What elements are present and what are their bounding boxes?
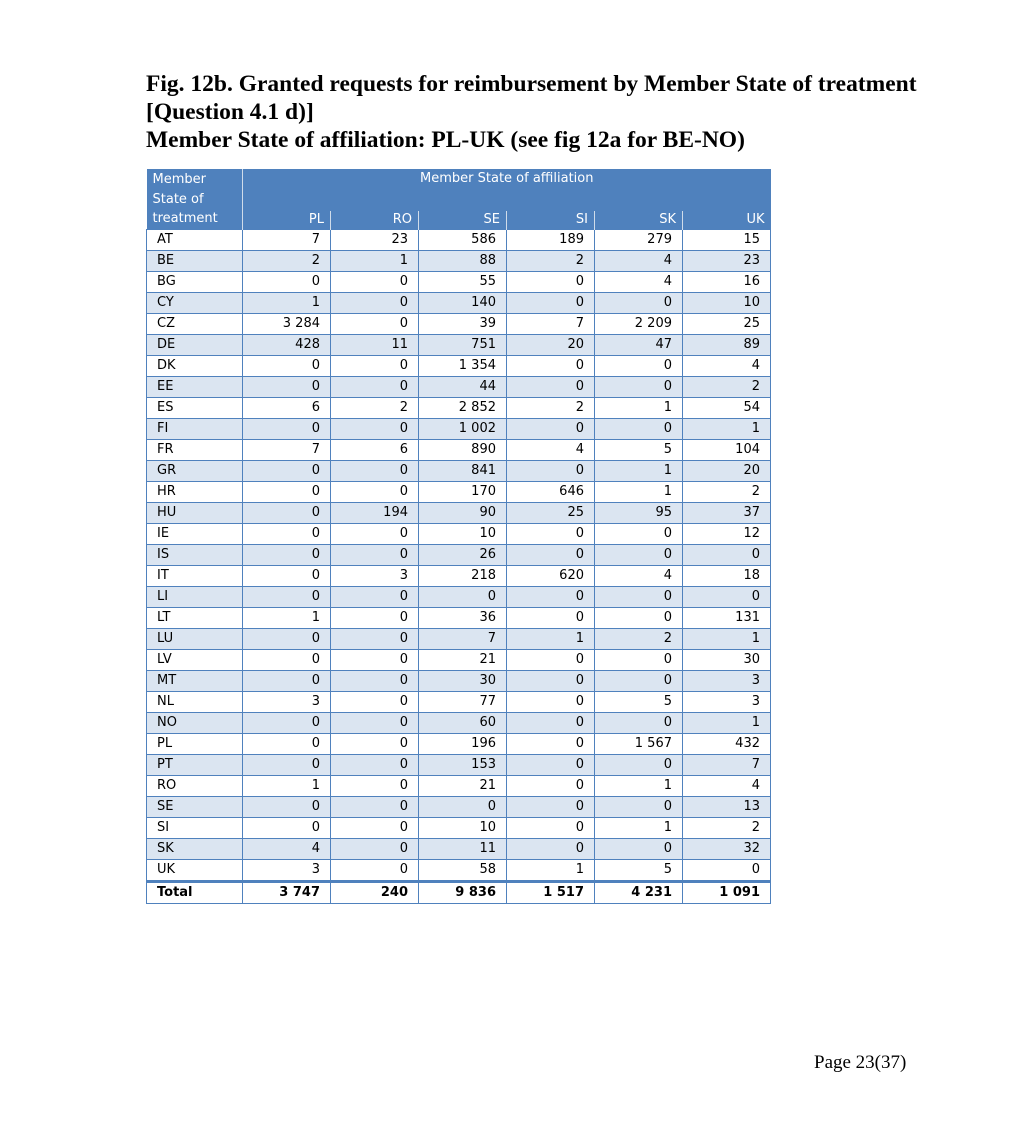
total-row — [147, 882, 771, 904]
table-cell: 25 — [507, 503, 595, 524]
table-cell: 26 — [419, 545, 507, 566]
table-cell: 4 — [595, 272, 683, 293]
table-cell: 0 — [243, 818, 331, 839]
table-row — [147, 335, 771, 356]
table-cell: 0 — [595, 839, 683, 860]
row-label: NO — [147, 713, 243, 734]
table-cell: 751 — [419, 335, 507, 356]
table-row — [147, 482, 771, 503]
figure-title-line-3: Member State of affiliation: PL-UK (see fig 12a for BE-NO) — [146, 127, 745, 153]
table-cell: 0 — [595, 545, 683, 566]
table-cell: 0 — [243, 650, 331, 671]
table-cell: 0 — [243, 503, 331, 524]
row-label: EE — [147, 377, 243, 398]
table-cell: 0 — [507, 377, 595, 398]
table-row — [147, 398, 771, 419]
figure-title — [146, 70, 976, 154]
table-row — [147, 503, 771, 524]
table-row — [147, 419, 771, 440]
table-cell: 2 852 — [419, 398, 507, 419]
table-cell: 0 — [595, 713, 683, 734]
table-cell: 2 — [331, 398, 419, 419]
table-cell: 0 — [331, 377, 419, 398]
reimbursement-table — [146, 169, 771, 904]
table-cell: 0 — [507, 461, 595, 482]
table-cell: 1 517 — [507, 882, 595, 904]
table-cell: 1 — [595, 398, 683, 419]
table-cell: 32 — [683, 839, 771, 860]
row-label: CZ — [147, 314, 243, 335]
table-cell: 10 — [683, 293, 771, 314]
figure-title-line-2: [Question 4.1 d)] — [146, 99, 314, 125]
table-row — [147, 839, 771, 860]
table-row — [147, 587, 771, 608]
table-cell: 5 — [595, 440, 683, 461]
table-cell: 279 — [595, 230, 683, 251]
table-cell: 1 — [595, 818, 683, 839]
table-cell: 2 — [683, 482, 771, 503]
table-cell: 1 — [595, 776, 683, 797]
table-cell: 21 — [419, 776, 507, 797]
table-row — [147, 608, 771, 629]
table-cell: 1 567 — [595, 734, 683, 755]
table-cell: 9 836 — [419, 882, 507, 904]
table-cell: 0 — [243, 356, 331, 377]
table-cell: 0 — [331, 818, 419, 839]
table-cell: 10 — [419, 818, 507, 839]
table-cell: 39 — [419, 314, 507, 335]
table-cell: 0 — [331, 461, 419, 482]
table-cell: 30 — [419, 671, 507, 692]
table-cell: 104 — [683, 440, 771, 461]
table-cell: 0 — [507, 755, 595, 776]
table-cell: 131 — [683, 608, 771, 629]
table-cell: 6 — [331, 440, 419, 461]
table-cell: 5 — [595, 692, 683, 713]
table-cell: 2 — [595, 629, 683, 650]
row-label: IS — [147, 545, 243, 566]
table-cell: 1 — [243, 776, 331, 797]
table-cell: 5 — [595, 860, 683, 882]
row-label: FI — [147, 419, 243, 440]
table-cell: 0 — [331, 671, 419, 692]
table-cell: 3 — [683, 671, 771, 692]
table-cell: 90 — [419, 503, 507, 524]
row-label: MT — [147, 671, 243, 692]
row-label: FR — [147, 440, 243, 461]
table-row — [147, 461, 771, 482]
table-cell: 646 — [507, 482, 595, 503]
table-cell: 7 — [243, 230, 331, 251]
column-header: PL — [243, 211, 331, 230]
table-cell: 0 — [331, 692, 419, 713]
row-label: SE — [147, 797, 243, 818]
table-cell: 10 — [419, 524, 507, 545]
table-cell: 620 — [507, 566, 595, 587]
table-cell: 170 — [419, 482, 507, 503]
table-cell: 0 — [595, 293, 683, 314]
row-label: CY — [147, 293, 243, 314]
table-cell: 0 — [507, 839, 595, 860]
page-number: Page 23(37) — [814, 1052, 907, 1073]
table-cell: 0 — [595, 797, 683, 818]
table-cell: 4 231 — [595, 882, 683, 904]
row-label: SK — [147, 839, 243, 860]
table-row — [147, 629, 771, 650]
table-cell: 1 — [683, 419, 771, 440]
table-cell: 0 — [595, 650, 683, 671]
table-cell: 0 — [507, 545, 595, 566]
table-cell: 3 — [243, 692, 331, 713]
table-cell: 20 — [507, 335, 595, 356]
table-row — [147, 545, 771, 566]
table-cell: 0 — [331, 524, 419, 545]
row-label: SI — [147, 818, 243, 839]
table-cell: 4 — [595, 566, 683, 587]
row-label: IE — [147, 524, 243, 545]
row-label: PL — [147, 734, 243, 755]
table-cell: 0 — [243, 545, 331, 566]
table-cell: 0 — [243, 524, 331, 545]
table-cell: 95 — [595, 503, 683, 524]
table-cell: 44 — [419, 377, 507, 398]
table-cell: 153 — [419, 755, 507, 776]
row-label: LI — [147, 587, 243, 608]
group-header: Member State of affiliation — [243, 169, 771, 211]
table-cell: 0 — [243, 671, 331, 692]
table-cell: 1 — [331, 251, 419, 272]
table-cell: 0 — [331, 293, 419, 314]
table-cell: 3 747 — [243, 882, 331, 904]
table-cell: 0 — [507, 734, 595, 755]
table-body — [147, 230, 771, 904]
table-cell: 0 — [507, 650, 595, 671]
table-cell: 7 — [419, 629, 507, 650]
table-row — [147, 671, 771, 692]
table-cell: 218 — [419, 566, 507, 587]
table-cell: 140 — [419, 293, 507, 314]
column-header: SI — [507, 211, 595, 230]
table-cell: 0 — [595, 608, 683, 629]
table-cell: 0 — [331, 608, 419, 629]
table-cell: 7 — [507, 314, 595, 335]
table-cell: 0 — [507, 671, 595, 692]
table-cell: 18 — [683, 566, 771, 587]
table-cell: 3 — [683, 692, 771, 713]
table-cell: 0 — [331, 860, 419, 882]
table-cell: 0 — [683, 860, 771, 882]
table-cell: 0 — [507, 776, 595, 797]
table-cell: 0 — [419, 587, 507, 608]
table-cell: 0 — [507, 818, 595, 839]
table-cell: 0 — [243, 629, 331, 650]
table-cell: 0 — [331, 314, 419, 335]
table-cell: 0 — [507, 356, 595, 377]
table-cell: 0 — [243, 755, 331, 776]
table-row — [147, 776, 771, 797]
table-cell: 7 — [683, 755, 771, 776]
table-cell: 2 — [507, 251, 595, 272]
row-label: BE — [147, 251, 243, 272]
table-cell: 1 354 — [419, 356, 507, 377]
table-cell: 841 — [419, 461, 507, 482]
table-cell: 0 — [331, 629, 419, 650]
table-cell: 89 — [683, 335, 771, 356]
table-cell: 0 — [331, 356, 419, 377]
table-cell: 0 — [243, 566, 331, 587]
table-row — [147, 314, 771, 335]
table-cell: 16 — [683, 272, 771, 293]
table-cell: 4 — [507, 440, 595, 461]
table-row — [147, 818, 771, 839]
table-cell: 196 — [419, 734, 507, 755]
table-cell: 4 — [243, 839, 331, 860]
table-cell: 1 — [683, 713, 771, 734]
table-row — [147, 713, 771, 734]
table-cell: 0 — [507, 272, 595, 293]
table-cell: 0 — [507, 587, 595, 608]
table-cell: 0 — [243, 797, 331, 818]
table-cell: 0 — [243, 272, 331, 293]
table-cell: 1 — [507, 860, 595, 882]
table-cell: 3 284 — [243, 314, 331, 335]
table-row — [147, 440, 771, 461]
table-row — [147, 860, 771, 882]
table-cell: 47 — [595, 335, 683, 356]
table-cell: 0 — [507, 713, 595, 734]
table-row — [147, 734, 771, 755]
table-cell: 0 — [331, 755, 419, 776]
row-label: HU — [147, 503, 243, 524]
table-cell: 0 — [243, 461, 331, 482]
table-cell: 0 — [331, 734, 419, 755]
table-cell: 60 — [419, 713, 507, 734]
row-label: GR — [147, 461, 243, 482]
table-cell: 0 — [331, 272, 419, 293]
table-cell: 240 — [331, 882, 419, 904]
row-label: DE — [147, 335, 243, 356]
table-cell: 0 — [331, 482, 419, 503]
table-cell: 0 — [331, 650, 419, 671]
table-cell: 11 — [331, 335, 419, 356]
table-cell: 194 — [331, 503, 419, 524]
table-cell: 36 — [419, 608, 507, 629]
table-cell: 0 — [243, 734, 331, 755]
row-label: UK — [147, 860, 243, 882]
table-cell: 4 — [683, 776, 771, 797]
row-label: NL — [147, 692, 243, 713]
table-cell: 1 — [507, 629, 595, 650]
table-cell: 0 — [331, 545, 419, 566]
table-cell: 0 — [331, 587, 419, 608]
table-row — [147, 293, 771, 314]
table-cell: 0 — [595, 377, 683, 398]
column-header: UK — [683, 211, 771, 230]
table-cell: 1 091 — [683, 882, 771, 904]
table-cell: 0 — [507, 692, 595, 713]
table-cell: 0 — [683, 587, 771, 608]
table-cell: 54 — [683, 398, 771, 419]
row-label: LU — [147, 629, 243, 650]
table-cell: 0 — [243, 482, 331, 503]
corner-header-line: treatment — [152, 211, 218, 226]
table-cell: 0 — [331, 839, 419, 860]
table-row — [147, 230, 771, 251]
row-label: Total — [147, 882, 243, 904]
row-label: AT — [147, 230, 243, 251]
table-cell: 25 — [683, 314, 771, 335]
table-cell: 2 — [507, 398, 595, 419]
table-cell: 55 — [419, 272, 507, 293]
table-cell: 0 — [595, 419, 683, 440]
table-cell: 13 — [683, 797, 771, 818]
table-cell: 11 — [419, 839, 507, 860]
row-label: BG — [147, 272, 243, 293]
table-cell: 0 — [595, 587, 683, 608]
table-cell: 88 — [419, 251, 507, 272]
table-row — [147, 650, 771, 671]
table-cell: 20 — [683, 461, 771, 482]
row-label: LV — [147, 650, 243, 671]
table-cell: 7 — [243, 440, 331, 461]
row-label: HR — [147, 482, 243, 503]
table-cell: 0 — [243, 713, 331, 734]
table-cell: 37 — [683, 503, 771, 524]
table-cell: 3 — [331, 566, 419, 587]
table-cell: 0 — [507, 419, 595, 440]
table-cell: 0 — [595, 671, 683, 692]
table-cell: 0 — [243, 587, 331, 608]
table-cell: 0 — [243, 419, 331, 440]
table-cell: 0 — [331, 776, 419, 797]
table-row — [147, 566, 771, 587]
table-cell: 12 — [683, 524, 771, 545]
table-cell: 0 — [507, 608, 595, 629]
table-cell: 432 — [683, 734, 771, 755]
table-row — [147, 356, 771, 377]
row-label: ES — [147, 398, 243, 419]
row-label: PT — [147, 755, 243, 776]
table-cell: 0 — [419, 797, 507, 818]
table-cell: 4 — [595, 251, 683, 272]
table-cell: 0 — [243, 377, 331, 398]
table-cell: 0 — [595, 755, 683, 776]
column-header: SE — [419, 211, 507, 230]
table-cell: 1 002 — [419, 419, 507, 440]
table-row — [147, 251, 771, 272]
table-cell: 2 — [243, 251, 331, 272]
table-cell: 1 — [683, 629, 771, 650]
table-cell: 2 — [683, 818, 771, 839]
table-cell: 0 — [595, 356, 683, 377]
column-header: RO — [331, 211, 419, 230]
table-cell: 0 — [507, 293, 595, 314]
table-cell: 189 — [507, 230, 595, 251]
table-row — [147, 377, 771, 398]
table-cell: 23 — [683, 251, 771, 272]
table-cell: 23 — [331, 230, 419, 251]
table-row — [147, 692, 771, 713]
table-cell: 1 — [595, 482, 683, 503]
table-cell: 3 — [243, 860, 331, 882]
table-cell: 77 — [419, 692, 507, 713]
table-cell: 428 — [243, 335, 331, 356]
table-row — [147, 524, 771, 545]
table-cell: 0 — [507, 797, 595, 818]
column-header: SK — [595, 211, 683, 230]
table-row — [147, 755, 771, 776]
table-header — [147, 169, 771, 230]
table-cell: 1 — [243, 608, 331, 629]
table-cell: 21 — [419, 650, 507, 671]
table-cell: 4 — [683, 356, 771, 377]
table-cell: 2 — [683, 377, 771, 398]
table-cell: 586 — [419, 230, 507, 251]
table-cell: 0 — [595, 524, 683, 545]
table-cell: 1 — [243, 293, 331, 314]
table-cell: 15 — [683, 230, 771, 251]
table-cell: 0 — [507, 524, 595, 545]
row-label: IT — [147, 566, 243, 587]
table-cell: 0 — [331, 797, 419, 818]
table-cell: 6 — [243, 398, 331, 419]
corner-header-line: State of — [152, 191, 204, 207]
table-cell: 30 — [683, 650, 771, 671]
table-cell: 2 209 — [595, 314, 683, 335]
table-cell: 58 — [419, 860, 507, 882]
table-cell: 0 — [331, 419, 419, 440]
row-label: LT — [147, 608, 243, 629]
table-cell: 1 — [595, 461, 683, 482]
table-row — [147, 272, 771, 293]
row-label: RO — [147, 776, 243, 797]
table-cell: 0 — [683, 545, 771, 566]
table-row — [147, 797, 771, 818]
corner-header — [147, 169, 243, 230]
row-label: DK — [147, 356, 243, 377]
table-cell: 890 — [419, 440, 507, 461]
corner-header-line: Member — [152, 172, 206, 187]
figure-title-line-1: Fig. 12b. Granted requests for reimbursement by Member State of treatment — [146, 71, 917, 97]
table-cell: 0 — [331, 713, 419, 734]
